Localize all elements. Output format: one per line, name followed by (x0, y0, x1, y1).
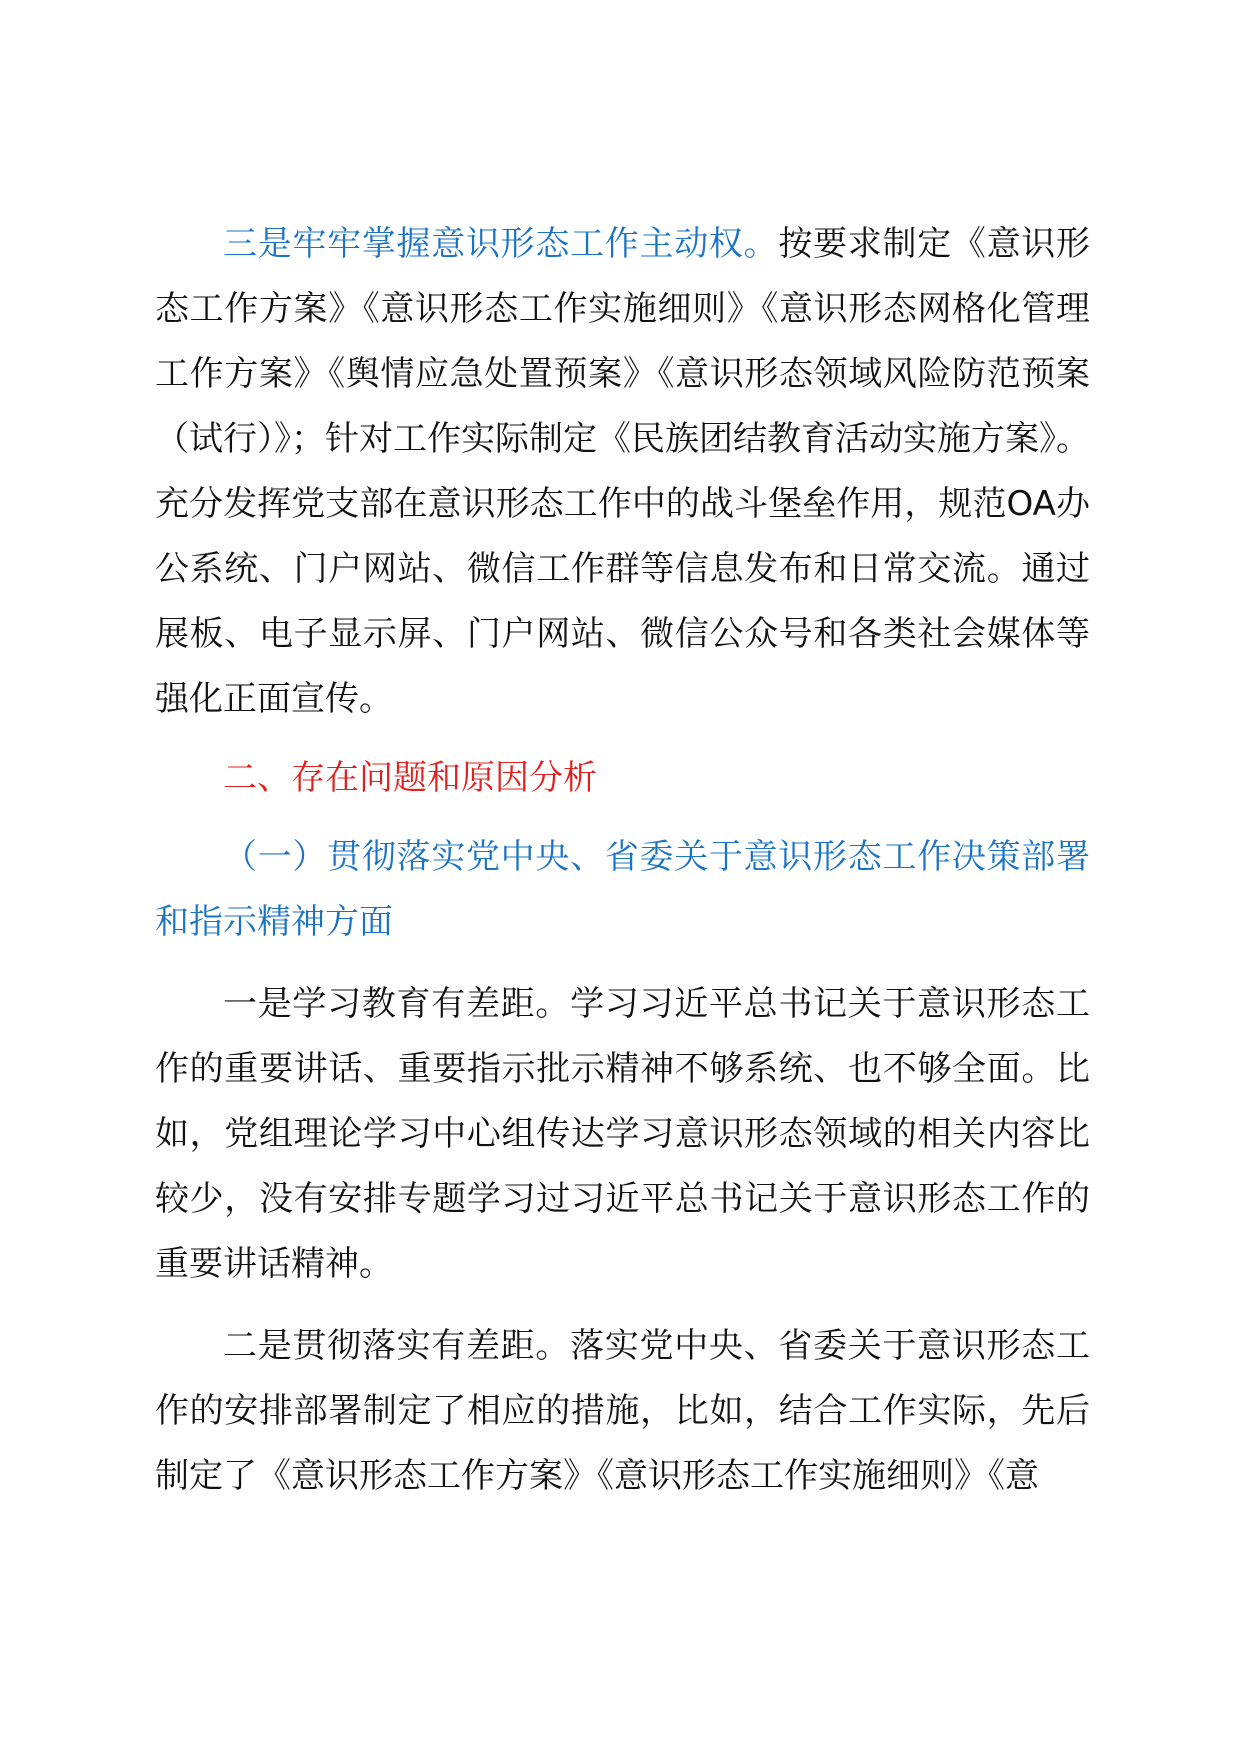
paragraph-lead-heading: 三是牢牢掌握意识形态工作主动权。 (223, 224, 779, 264)
section-heading: 二、存在问题和原因分析 (223, 758, 597, 798)
subsection-heading: （一）贯彻落实党中央、省委关于意识形态工作决策部署和指示精神方面 (155, 837, 1090, 942)
paragraph-ideology-initiative (155, 212, 1090, 732)
paragraph-implementation-gap: 二是贯彻落实有差距。落实党中央、省委关于意识形态工作的安排部署制定了相应的措施，比如，结合工作实际，先后制定了《意识形态工作方案》《意识形态工作实施细则》《意 (155, 1326, 1090, 1496)
paragraph-learning-gap: 一是学习教育有差距。学习习近平总书记关于意识形态工作的重要讲话、重要指示批示精神不够系统、也不够全面。比如，党组理论学习中心组传达学习意识形态领域的相关内容比较少，没有安排专题学习过习近平总书记关于意识形态工作的重要讲话精神。 (155, 984, 1090, 1284)
paragraph-body: 按要求制定《意识形态工作方案》《意识形态工作实施细则》《意识形态网格化管理工作方案》《舆情应急处置预案》《意识形态领域风险防范预案（试行）》；针对工作实际制定《民族团结教育活动实施方案》。充分发挥党支部在意识形态工作中的战斗堡垒作用，规范OA办公系统、门户网站、微信工作群等信息发布和日常交流。通过展板、电子显示屏、门户网站、微信公众号和各类社会媒体等强化正面宣传。 (155, 224, 1091, 719)
document-page (155, 212, 1090, 1509)
